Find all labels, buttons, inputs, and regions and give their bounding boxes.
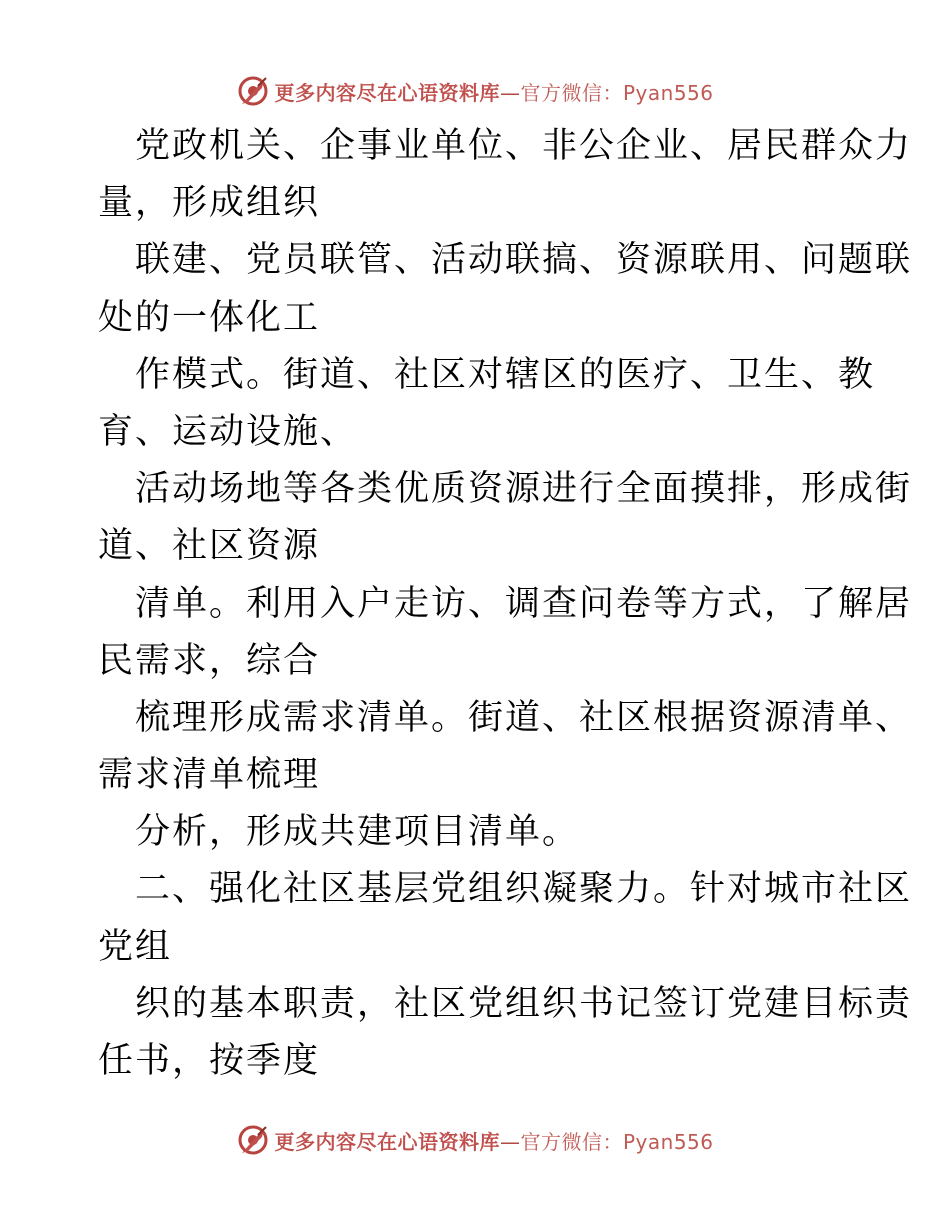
- text-line: 梳理形成需求清单。街道、社区根据资源清单、: [135, 697, 913, 738]
- footer-watermark-text: [274, 1126, 713, 1155]
- quill-seal-icon: [236, 1123, 270, 1157]
- header-watermark-text: [274, 77, 713, 106]
- text-line: 分析，形成共建项目清单。: [135, 812, 580, 853]
- watermark-wechat-id: Pyan556: [622, 1129, 714, 1154]
- footer-watermark-inner: [236, 1123, 713, 1157]
- document-body: [98, 118, 913, 1090]
- watermark-brand: 更多内容尽在心语资料库: [274, 80, 500, 105]
- text-line: 需求清单梳理: [98, 755, 321, 796]
- text-line: 联建、党员联管、活动联搞、资源联用、问题联: [135, 240, 913, 281]
- watermark-wechat-id: Pyan556: [622, 80, 714, 105]
- text-line: 二、强化社区基层党组织凝聚力。针对城市社区: [135, 869, 913, 910]
- quill-seal-icon: [236, 74, 270, 108]
- text-line: 民需求，综合: [98, 640, 321, 681]
- text-line: 清单。利用入户走访、调查问卷等方式，了解居: [135, 583, 913, 624]
- header-watermark-inner: [236, 74, 713, 108]
- text-line: 处的一体化工: [98, 297, 321, 338]
- watermark-separator: —: [499, 1129, 521, 1154]
- text-line: 作模式。街道、社区对辖区的医疗、卫生、教: [135, 354, 876, 395]
- footer-watermark: [0, 1120, 950, 1160]
- text-line: 量，形成组织: [98, 183, 321, 224]
- text-line: 党组: [98, 926, 173, 967]
- watermark-wechat-label: 官方微信：: [520, 80, 623, 105]
- text-line: 活动场地等各类优质资源进行全面摸排，形成街: [135, 469, 913, 510]
- watermark-brand: 更多内容尽在心语资料库: [274, 1129, 500, 1154]
- text-line: 育、运动设施、: [98, 411, 358, 452]
- watermark-wechat-label: 官方微信：: [520, 1129, 623, 1154]
- watermark-separator: —: [499, 80, 521, 105]
- text-line: 党政机关、企事业单位、非公企业、居民群众力: [135, 126, 913, 166]
- text-line: 织的基本职责，社区党组织书记签订党建目标责: [135, 983, 913, 1024]
- header-watermark: [0, 71, 950, 111]
- text-line: 道、社区资源: [98, 526, 321, 567]
- text-line: 任书，按季度: [98, 1041, 321, 1081]
